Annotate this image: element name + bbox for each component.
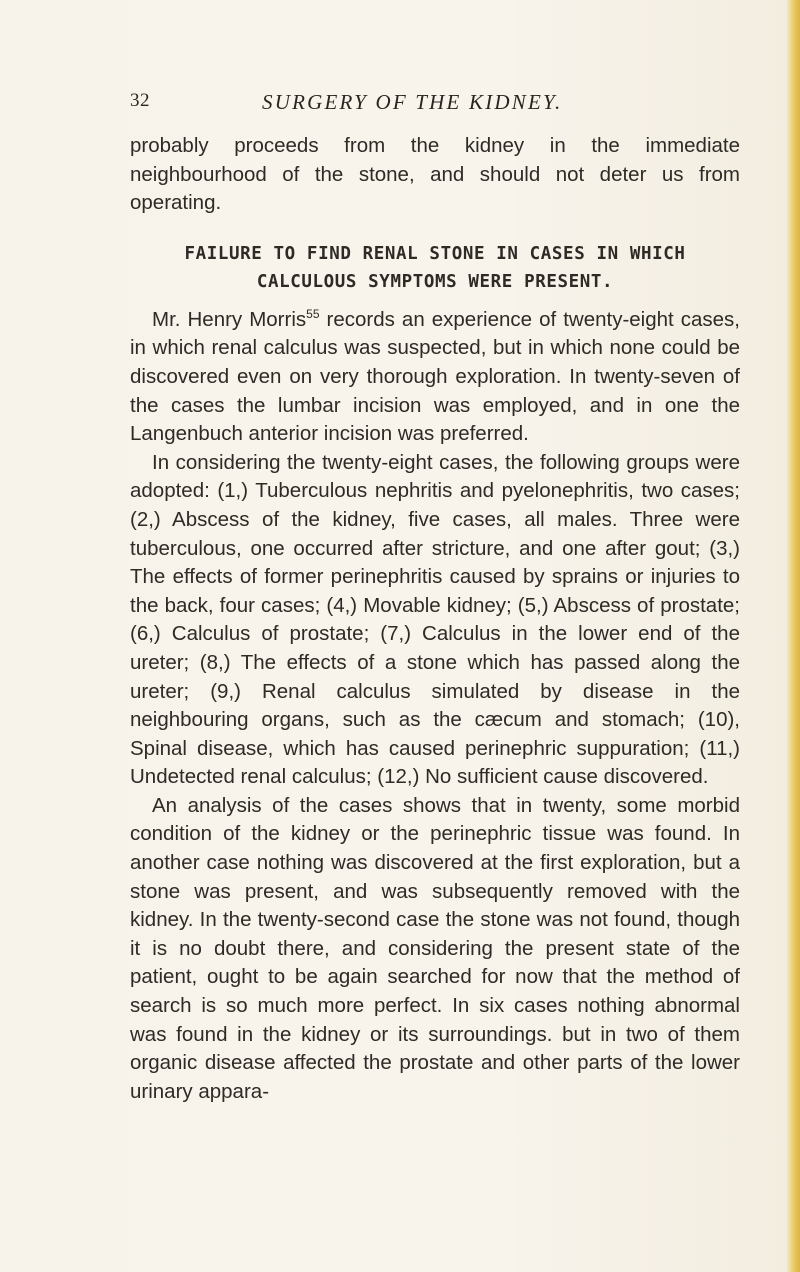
running-title: SURGERY OF THE KIDNEY. — [262, 90, 563, 114]
paragraph-analysis: An analysis of the cases shows that in twenty, some morbid condition of the kidney or the perinephric tissue was found. In another case nothing was discovered at the first exploration, but a stone was present, and was subsequently removed with the kidney. In the twenty-second case the stone was not found, though it is no doubt there, and considering the present state of the patient, ought to be again searched for now that the method of search is so much more perfect. In six cases nothing abnormal was found in the kidney or its surroundings. but in two of them organic disease affected the prostate and other parts of the lower urinary appara- — [130, 793, 740, 1103]
body-text — [130, 132, 740, 1106]
paragraph-morris-rest: records an experience of twenty-eight cases, in which renal calculus was suspected, but in which none could be discovered even on very thorough exploration. In twenty-seven of the cases the lumbar incision was employed, and in one the Langenbuch anterior incision was preferred. — [130, 307, 741, 446]
page-number: 32 — [130, 90, 150, 111]
section-heading: FAILURE TO FIND RENAL STONE IN CASES IN WHICH CALCULOUS SYMPTOMS WERE PRESENT. — [184, 243, 686, 292]
page-edge — [786, 0, 800, 1272]
running-head — [130, 90, 740, 118]
footnote-reference[interactable]: 55 — [306, 306, 320, 321]
continuation-paragraph: probably proceeds from the kidney in the immediate neighbourhood of the stone, and should not deter us from operating. — [130, 134, 740, 215]
paragraph-morris-lead: Mr. Henry Morris — [152, 307, 307, 331]
paragraph-morris — [130, 306, 740, 449]
paragraph-groups: In considering the twenty-eight cases, the following groups were adopted: (1,) Tuberculous nephritis and pyelonephritis, two cases; (2,) Abscess of the kidney, five cases, all males. Three were tuberculous, one occurred after stricture, and one after gout; (3,) The effects of former perinephritis caused by sprains or injuries to the back, four cases; (4,) Movable kidney; (5,) Abscess of prostate; (6,) Calculus of prostate; (7,) Calculus in the lower end of the ureter; (8,) The effects of a stone which has passed along the ureter; (9,) Renal calculus simulated by disease in the neighbouring organs, such as the cæcum and stomach; (10), Spinal disease, which has caused perinephric suppuration; (11,) Undetected renal calculus; (12,) No sufficient cause discovered. — [130, 450, 740, 789]
